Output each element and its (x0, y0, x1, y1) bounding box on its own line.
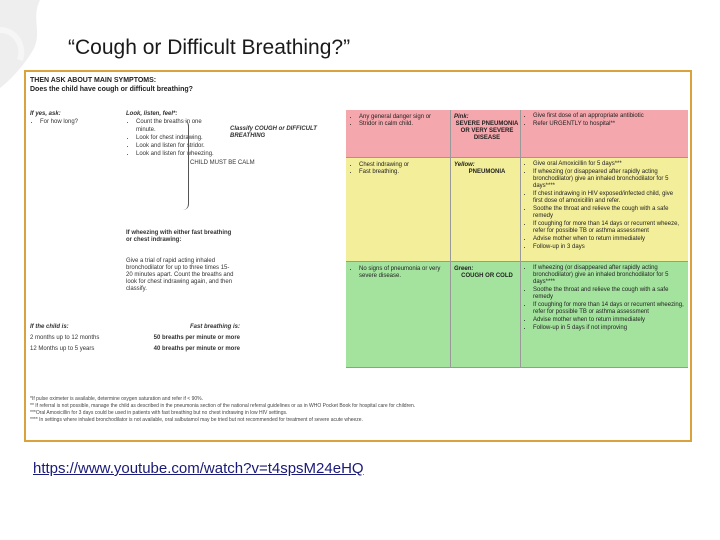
zone-tag: Pink: (454, 114, 469, 120)
age-table (30, 320, 240, 353)
footnote: ** If referral is not possible, manage the child as described in the pneumonia section of the national referral guidelines or as in WHO Pocket Book for hospital care for children. (30, 403, 416, 409)
treatment: • Give first dose of an appropriate antibiotic (533, 113, 684, 120)
look-item: • Look and listen for stridor. (136, 142, 216, 150)
treatment: • If coughing for more than 14 days or recurrent wheezing, refer for possible TB or asthma assessment (533, 302, 684, 316)
look-title: Look, listen, feel*: (126, 111, 178, 117)
sign: • Fast breathing. (359, 169, 448, 176)
age-title: If the child is: (30, 324, 69, 330)
age-1: 2 months up to 12 months (30, 335, 100, 341)
footnotes (30, 396, 685, 424)
treatment: • If chest indrawing in HIV exposed/infected child, give first dose of amoxicillin and refer. (533, 191, 684, 205)
classification: COUGH OR COLD (461, 273, 513, 279)
yellow-row (346, 158, 688, 262)
sign: • Stridor in calm child. (359, 121, 448, 128)
footnote: **** In settings where inhaled bronchodilator is not available, oral salbutamol may be tried but not recommended for treatment of severe acute wheeze. (30, 417, 363, 423)
classification: PNEUMONIA (468, 169, 506, 175)
sign: • Any general danger sign or (359, 114, 448, 121)
treatment: • Give oral Amoxicillin for 5 days*** (533, 161, 684, 168)
green-row (346, 262, 688, 368)
trial-text: Give a trial of rapid acting inhaled bronchodilator for up to three times 15-20 minutes apart. Count the breaths and look for chest indrawing again, and then classify. (126, 258, 234, 292)
look-item: • Look for chest indrawing. (136, 134, 216, 142)
treatment: • Follow-up in 5 days if not improving (533, 325, 684, 332)
zone-tag: Yellow: (454, 162, 475, 168)
classify-label: Classify COUGH or DIFFICULT BREATHING (230, 126, 317, 139)
slide-title: “Cough or Difficult Breathing?” (68, 36, 351, 59)
treatment: • If coughing for more than 14 days or recurrent wheeze, refer for possible TB or asthma assessment (533, 221, 684, 235)
treatment: • If wheezing (or disappeared after rapidly acting bronchodilator) give an inhaled bronchodilator for 5 days**** (533, 265, 684, 286)
header-line-2: Does the child have cough or difficult breathing? (30, 86, 193, 93)
pink-row (346, 110, 688, 158)
treatment: • Advise mother when to return immediately (533, 236, 684, 243)
zone-tag: Green: (454, 266, 474, 272)
chart-header (30, 76, 193, 94)
ask-section (30, 110, 118, 126)
look-section (126, 110, 216, 158)
classification-table (346, 110, 688, 368)
sign: • No signs of pneumonia or very severe disease. (359, 266, 448, 280)
look-item: • Count the breaths in one minute. (136, 118, 216, 134)
treatment: • Soothe the throat and relieve the cough with a safe remedy (533, 287, 684, 301)
wheeze-text: If wheezing with either fast breathing or chest indrawing: (126, 230, 232, 243)
footnote: ***Oral Amoxicillin for 3 days could be used in patients with fast breathing but no chest indrawing in low HIV settings. (30, 410, 288, 416)
sign: • Chest indrawing or (359, 162, 448, 169)
imci-chart (24, 70, 692, 442)
bracket (180, 120, 189, 210)
rate-1: 50 breaths per minute or more (153, 335, 240, 341)
treatment: • Soothe the throat and relieve the cough with a safe remedy (533, 206, 684, 220)
header-line-1: THEN ASK ABOUT MAIN SYMPTOMS: (30, 77, 157, 84)
rate-2: 40 breaths per minute or more (153, 346, 240, 352)
treatment: • Refer URGENTLY to hospital** (533, 121, 684, 128)
age-2: 12 Months up to 5 years (30, 346, 95, 352)
treatment: • Follow-up in 3 days (533, 244, 684, 251)
treatment: • If wheezing (or disappeared after rapidly acting bronchodilator) give an inhaled bronchodilator for 5 days**** (533, 169, 684, 190)
ask-title: If yes, ask: (30, 111, 61, 117)
calm-note: CHILD MUST BE CALM (190, 160, 255, 166)
classification: SEVERE PNEUMONIA OR VERY SEVERE DISEASE (455, 121, 519, 141)
treatment: • Advise mother when to return immediately (533, 317, 684, 324)
footnote: *If pulse oximeter is available, determine oxygen saturation and refer if < 90%. (30, 396, 204, 402)
fast-title: Fast breathing is: (189, 324, 240, 330)
video-link[interactable]: https://www.youtube.com/watch?v=t4spsM24eHQ (33, 460, 364, 477)
ask-item: • For how long? (40, 118, 118, 126)
look-item: • Look and listen for wheezing. (136, 150, 216, 158)
